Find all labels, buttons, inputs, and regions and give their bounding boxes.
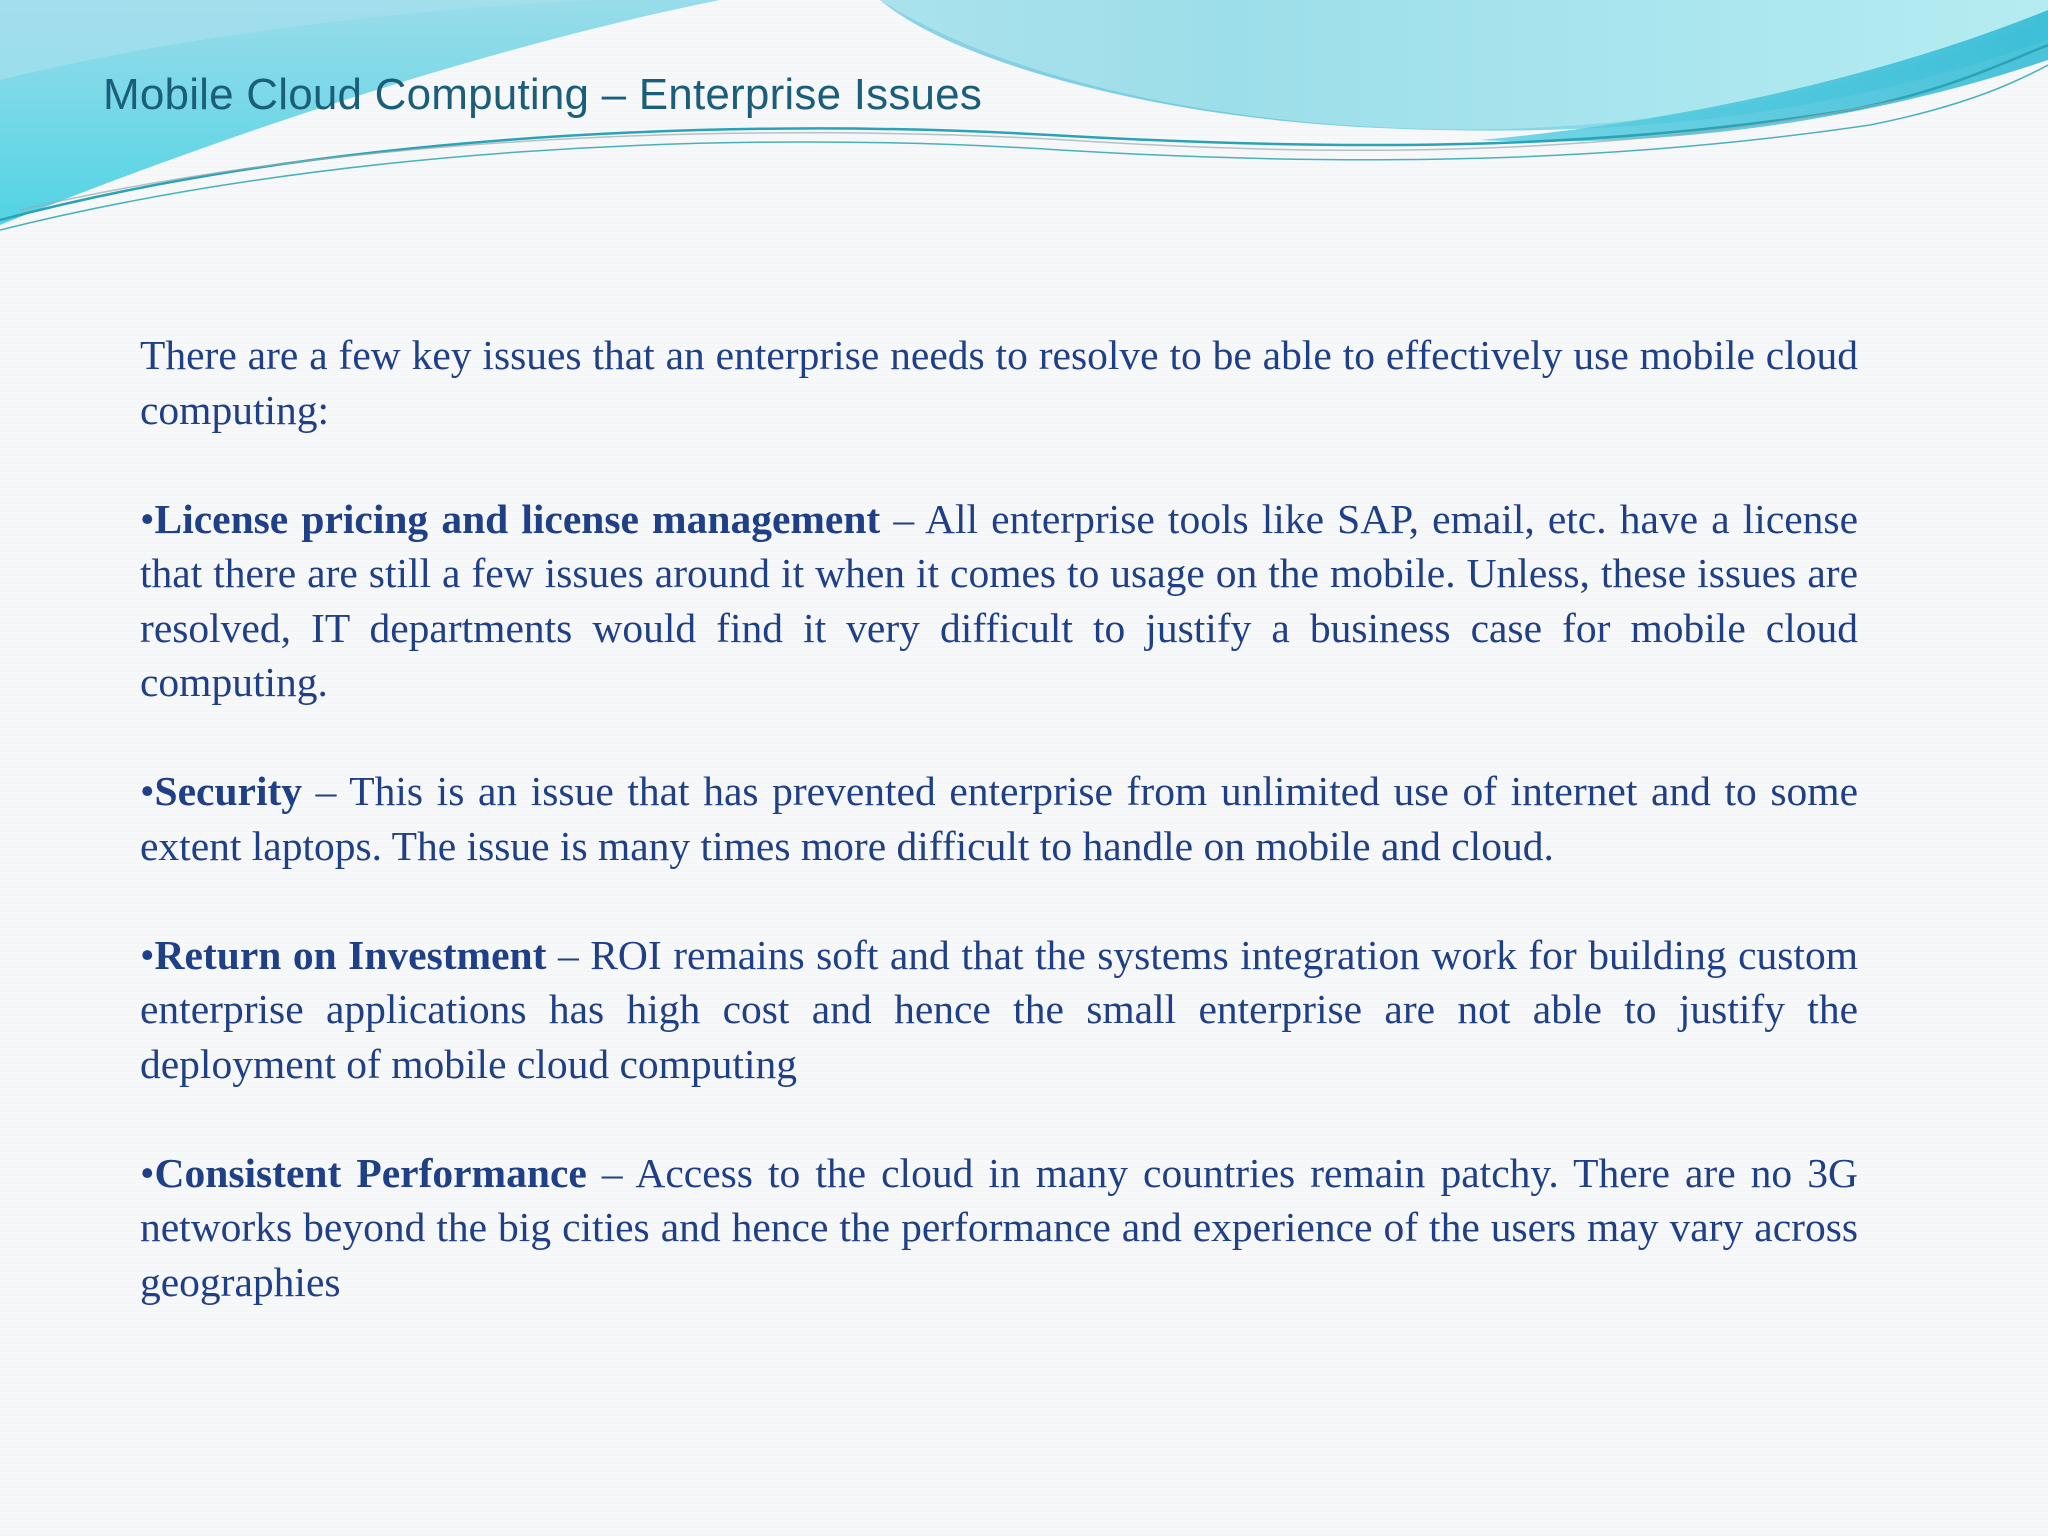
bullet-icon: •: [140, 1149, 155, 1196]
intro-paragraph: There are a few key issues that an enterprise needs to resolve to be able to effectively use mobile cloud computing:: [140, 332, 1858, 433]
slide-title: Mobile Cloud Computing – Enterprise Issues: [103, 70, 983, 119]
bullet-item: [140, 1146, 1858, 1310]
bullet-icon: •: [140, 495, 155, 542]
bullet-text: – All enterprise tools like SAP, email, etc. have a license that there are still a few issues around it when it comes to usage on the mobile. Unless, these issues are resolved, IT departments would find it very difficult to justify a business case for mobile cloud computing.: [140, 495, 1858, 705]
bullet-item: [140, 492, 1858, 710]
bullet-text: – This is an issue that has prevented enterprise from unlimited use of internet and to some extent laptops. The issue is many times more difficult to handle on mobile and cloud.: [140, 768, 1858, 869]
bullet-heading: Consistent Performance: [154, 1149, 587, 1196]
bullet-heading: Security: [154, 768, 303, 814]
bullet-text: – Access to the cloud in many countries remain patchy. There are no 3G networks beyond the big cities and hence the performance and experience of the users may vary across geographies: [140, 1149, 1858, 1305]
bullet-item: [140, 764, 1858, 873]
bullet-icon: •: [140, 931, 155, 978]
header-wave-decoration: [0, 0, 2048, 240]
bullet-heading: Return on Investment: [154, 931, 547, 978]
bullet-heading: License pricing and license management: [154, 495, 881, 542]
bullet-text: – ROI remains soft and that the systems integration work for building custom enterprise applications has high cost and hence the small enterprise are not able to justify the deployment of mobile cloud computing: [140, 931, 1858, 1087]
bullet-item: [140, 928, 1858, 1092]
bullet-icon: •: [140, 768, 155, 814]
slide-body: [140, 328, 1858, 1309]
